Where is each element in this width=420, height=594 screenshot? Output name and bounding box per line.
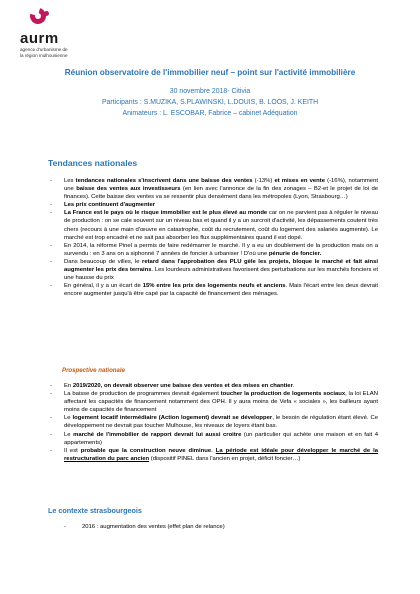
tendances-list (48, 177, 378, 298)
logo-mark-icon (20, 8, 110, 34)
list-item: - Le marché de l'immobilier de rapport devrait lui aussi croitre (un particulier qui achète une maison et en fait 4 appartements) (48, 431, 378, 447)
list-item: - En général, il y a un écart de 15% entre les prix des logements neufs et anciens. Mais l'écart entre les deux devrait encore augmenter jusqu'à être capé par la capacité de financement des ménages. (48, 282, 378, 298)
list-item: - Dans beaucoup de villes, le retard dans l'approbation des PLU gèle les projets, bloque le marché et fait ainsi augmenter les prix des terrains. Les lourdeurs administratives favorisent des perturbations sur les marchés fonciers et une hausse du prix (48, 258, 378, 282)
section-title-prospective: Prospective nationale (62, 367, 125, 374)
logo-subtitle-line1: agence d'urbanisme de (20, 47, 68, 52)
date-line: 30 novembre 2018- Citivia (169, 88, 251, 95)
list-item: - Il est probable que la construction neuve diminue. La période est idéale pour développer le marché de la restructuration du parc ancien (dispositif PINEL dans l'ancien en projet, déficit foncier…) (48, 447, 378, 463)
logo-name: aurm (20, 30, 59, 47)
list-item: - 2016 : augmentation des ventes (effet plan de relance) (62, 523, 378, 531)
document-header (30, 68, 390, 120)
list-item: - Le logement locatif intermédiaire (Action logement) devrait se développer, le besoin de régulation étant élevé. Ce développement ne devrait pas toucher Mulhouse, les niveaux de loyers étant bas. (48, 414, 378, 430)
animateurs-line: Animateurs : L. ESCOBAR, Fabrice – cabinet Adéquation (122, 110, 298, 118)
logo-subtitle-line2: la région mulhousienne (20, 53, 68, 59)
section-title-contexte: Le contexte strasbourgeois (48, 506, 142, 515)
document-title: Réunion observatoire de l'immobilier neuf – point sur l'activité immobilière (64, 68, 356, 77)
list-item: - La France est le pays où le risque immobilier est le plus élevé au monde car on ne parvient pas à réguler le niveau de production : on se cale souvent sur un niveau bas et quand il y a un surcroit d'activité, les dépassements coutent très chers (recours à une main d'œuvre en catastrophe, coût du recrutement, coût du logement des salariés augmente). Le marché est trop encadré et ne sait pas absorber les flux supplémentaires quand il est dopé. (48, 209, 378, 241)
list-item: - En 2019/2020, on devrait observer une baisse des ventes et des mises en chantier. (48, 382, 378, 390)
aurm-logo (20, 8, 110, 58)
list-item: - La baisse de production de programmes devrait également toucher la production de logements sociaux, la loi ELAN affectant les capacités de financement notamment des OPH. Il y aura moins de Vefa « sociales », les bailleurs ayant moins de capacités de financement (48, 390, 378, 414)
list-item: - En 2014, la réforme Pinel a permis de faire redémarrer le marché. Il y a eu un doublement de la production mais on a survendu : en 3 ans on a siphonné 7 années de foncier à urbaniser ! D'où une pénurie de foncier. (48, 242, 378, 258)
list-item: - Les prix continuent d'augmenter (48, 201, 378, 209)
section-title-tendances: Tendances nationales (48, 158, 138, 168)
participants-line: Participants : S.MUZIKA, S.PLAWINSKI, L.DOUIS, B. LOOS, J. KEITH (101, 99, 319, 107)
list-item: - Les tendances nationales s'inscrivent dans une baisse des ventes (-13%) et mises en vente (-16%), notamment une baisse des ventes aux investisseurs (en lien avec l'annonce de la fin des zonages – B2-et le projet de loi de finances). Cette baisse des ventes va se ressentir plus densément dans les métropoles (Lyon, Strasbourg…) (48, 177, 378, 201)
prospective-list (48, 382, 378, 463)
contexte-list (62, 523, 378, 531)
